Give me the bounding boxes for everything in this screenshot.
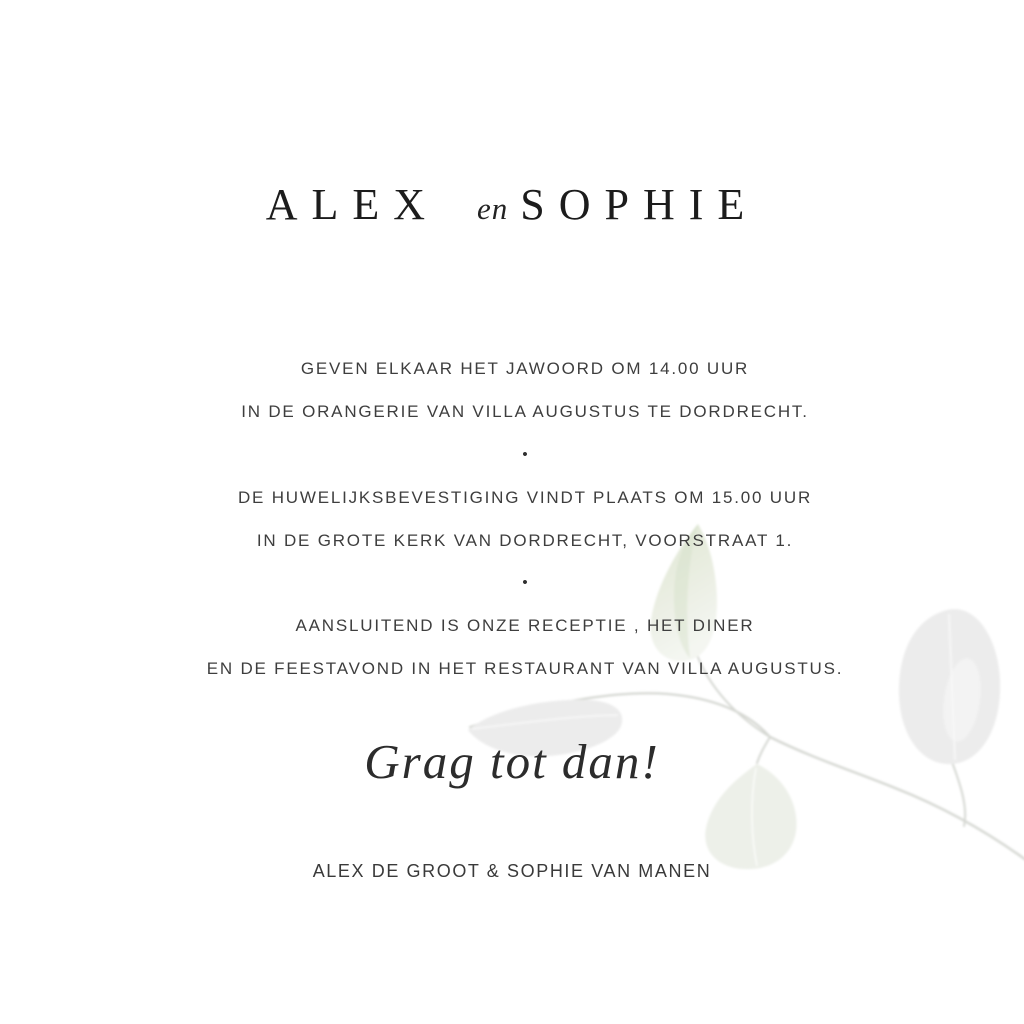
confirmation-line-1: DE HUWELIJKSBEVESTIGING VINDT PLAATS OM 15.00 UUR — [237, 487, 813, 507]
invitation-details — [26, 348, 1024, 691]
dot-separator-1: • — [522, 445, 528, 463]
reception-line-2: EN DE FEESTAVOND IN HET RESTAURANT VAN VILLA AUGUSTUS. — [206, 659, 844, 679]
and-connector-script: en — [477, 191, 509, 226]
closing-script: Grag tot dan! — [364, 734, 660, 789]
ceremony-line-2: IN DE ORANGERIE VAN VILLA AUGUSTUS TE DORDRECHT. — [241, 401, 809, 421]
ceremony-line-1: GEVEN ELKAAR HET JAWOORD OM 14.00 UUR — [300, 359, 750, 378]
groom-name: ALEX — [265, 180, 439, 229]
dot-separator-2: • — [522, 574, 528, 592]
bride-name: SOPHIE — [520, 180, 759, 229]
full-names: ALEX DE GROOT & SOPHIE VAN MANEN — [312, 861, 712, 881]
couple-names-heading — [0, 180, 1024, 229]
reception-line-1: AANSLUITEND IS ONZE RECEPTIE , HET DINER — [295, 616, 755, 636]
confirmation-line-2: IN DE GROTE KERK VAN DORDRECHT, VOORSTRAAT 1. — [256, 530, 794, 550]
